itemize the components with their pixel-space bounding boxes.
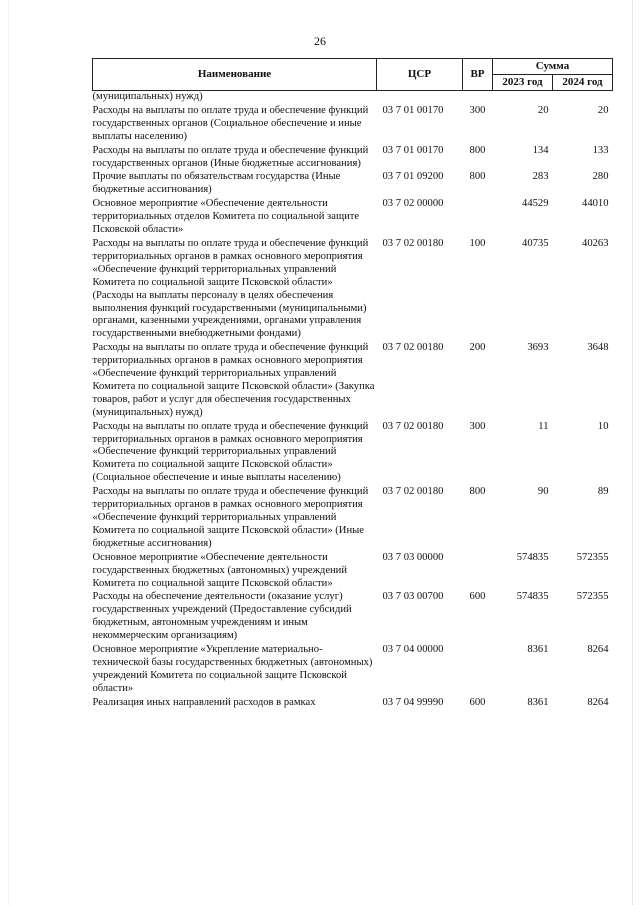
table-row xyxy=(93,697,613,711)
table-row xyxy=(93,552,613,592)
header-year-2023: 2023 год xyxy=(493,75,553,91)
row-vr: 800 xyxy=(469,144,486,156)
header-year-2024: 2024 год xyxy=(553,75,613,91)
table-body xyxy=(93,91,613,711)
row-name: (муниципальных) нужд) xyxy=(92,91,203,102)
row-2023 xyxy=(493,91,553,105)
row-name: Основное мероприятие «Укрепление материально-технической базы государственных бюджетных (автономных) учреждений Комитета по социальной защите Псковской области» xyxy=(92,644,373,694)
row-2023: 11 xyxy=(538,420,549,432)
row-name: Реализация иных направлений расходов в рамках xyxy=(92,696,316,708)
row-name: Расходы на выплаты по оплате труда и обеспечение функций территориальных органов в рамках основного мероприятия «Обеспечение функций территориальных управлений Комитета по социальной защите Псковской области» (Социальное обеспечение и иные выплаты населению) xyxy=(92,420,369,484)
row-name: Расходы на выплаты по оплате труда и обеспечение функций государственных органов (Иные бюджетные ассигнования) xyxy=(92,144,369,169)
table-row xyxy=(93,198,613,238)
budget-table xyxy=(92,58,613,711)
row-csr: 03 7 01 00170 xyxy=(382,104,444,116)
row-csr: 03 7 03 00000 xyxy=(382,551,444,563)
header-name: Наименование xyxy=(93,59,377,91)
row-2024: 40263 xyxy=(582,237,609,249)
row-2024: 8264 xyxy=(587,644,609,656)
row-vr xyxy=(463,552,493,592)
row-csr: 03 7 02 00180 xyxy=(382,486,444,498)
row-name: Основное мероприятие «Обеспечение деятельности государственных бюджетных (автономных) учреждений Комитета по социальной защите Псковской области» xyxy=(92,551,348,589)
row-vr: 100 xyxy=(469,237,486,249)
row-csr xyxy=(377,91,463,105)
row-csr: 03 7 04 99990 xyxy=(382,696,444,708)
row-name: Расходы на выплаты по оплате труда и обеспечение функций территориальных органов в рамках основного мероприятия «Обеспечение функций территориальных управлений Комитета по социальной защите Псковской области» (Иные бюджетные ассигнования) xyxy=(92,486,369,549)
row-name: Основное мероприятие «Обеспечение деятельности территориальных отделов Комитета по социальной защите Псковской области» xyxy=(92,198,360,236)
row-2024: 572355 xyxy=(576,551,609,563)
row-2023: 20 xyxy=(537,104,549,116)
row-csr: 03 7 02 00180 xyxy=(382,342,444,354)
row-2024: 133 xyxy=(592,144,609,156)
row-2024: 10 xyxy=(597,420,609,432)
row-vr: 200 xyxy=(469,342,486,354)
row-name: Расходы на обеспечение деятельности (оказание услуг) государственных учреждений (Предоставление субсидий бюджетным, автономным учреждениям и иным некоммерческим организациям) xyxy=(92,591,352,642)
table-row xyxy=(93,91,613,105)
row-csr: 03 7 02 00000 xyxy=(382,198,444,210)
table-row xyxy=(93,644,613,697)
row-csr: 03 7 01 09200 xyxy=(382,171,444,183)
row-2023: 90 xyxy=(537,486,549,498)
scan-edge-right xyxy=(632,0,633,905)
row-2024: 572355 xyxy=(576,591,609,603)
row-2024: 280 xyxy=(592,171,609,183)
row-vr: 300 xyxy=(469,420,486,432)
row-2024: 44010 xyxy=(582,198,609,210)
row-2023: 44529 xyxy=(522,198,549,210)
header-sum: Сумма xyxy=(493,59,613,75)
row-2023: 574835 xyxy=(516,551,549,563)
row-csr: 03 7 04 00000 xyxy=(382,644,444,656)
table-row xyxy=(93,421,613,487)
row-2024: 89 xyxy=(597,486,609,498)
row-vr xyxy=(463,198,493,238)
row-2023: 283 xyxy=(532,171,549,183)
row-2023: 574835 xyxy=(516,591,549,603)
row-2023: 40735 xyxy=(522,237,549,249)
row-vr: 800 xyxy=(469,171,486,183)
row-vr xyxy=(463,644,493,697)
table-row xyxy=(93,238,613,342)
row-2024: 3648 xyxy=(587,342,609,354)
header-csr: ЦСР xyxy=(377,59,463,91)
row-2024: 20 xyxy=(597,104,609,116)
table-row xyxy=(93,342,613,420)
row-vr: 300 xyxy=(469,104,486,116)
row-2023: 8361 xyxy=(527,644,549,656)
row-2023: 134 xyxy=(532,144,549,156)
row-name: Расходы на выплаты по оплате труда и обеспечение функций государственных органов (Социальное обеспечение и иные выплаты населению) xyxy=(92,104,369,142)
row-2024: 8264 xyxy=(587,696,609,708)
row-2023: 8361 xyxy=(527,696,549,708)
table-row xyxy=(93,591,613,644)
table-row xyxy=(93,171,613,198)
row-csr: 03 7 02 00180 xyxy=(382,237,444,249)
table-row xyxy=(93,105,613,145)
header-vr: ВР xyxy=(463,59,493,91)
row-vr: 800 xyxy=(469,486,486,498)
row-2023: 3693 xyxy=(527,342,549,354)
row-name: Расходы на выплаты по оплате труда и обеспечение функций территориальных органов в рамках основного мероприятия «Обеспечение функций территориальных управлений Комитета по социальной защите Псковской области» (Закупка товаров, работ и услуг для обеспечения государственных (муниципальных) нужд) xyxy=(92,342,375,418)
row-name: Прочие выплаты по обязательствам государства (Иные бюджетные ассигнования) xyxy=(92,171,341,196)
row-csr: 03 7 02 00180 xyxy=(382,420,444,432)
table-row xyxy=(93,486,613,552)
row-csr: 03 7 03 00700 xyxy=(382,591,444,603)
row-2024 xyxy=(553,91,613,105)
scan-edge-left xyxy=(8,0,9,905)
page-number: 26 xyxy=(314,34,326,48)
row-vr: 600 xyxy=(469,591,486,603)
row-csr: 03 7 01 00170 xyxy=(382,144,444,156)
row-name: Расходы на выплаты по оплате труда и обеспечение функций территориальных органов в рамках основного мероприятия «Обеспечение функций территориальных управлений Комитета по социальной защите Псковской области» (Расходы на выплаты персоналу в целях обеспечения выполнения функций государственными (муниципальными) органами, казенными учреждениями, органами управления государственными внебюджетными фондами) xyxy=(92,237,369,340)
row-vr: 600 xyxy=(469,696,486,708)
row-vr xyxy=(463,91,493,105)
table-row xyxy=(93,145,613,172)
table-header xyxy=(93,59,613,91)
